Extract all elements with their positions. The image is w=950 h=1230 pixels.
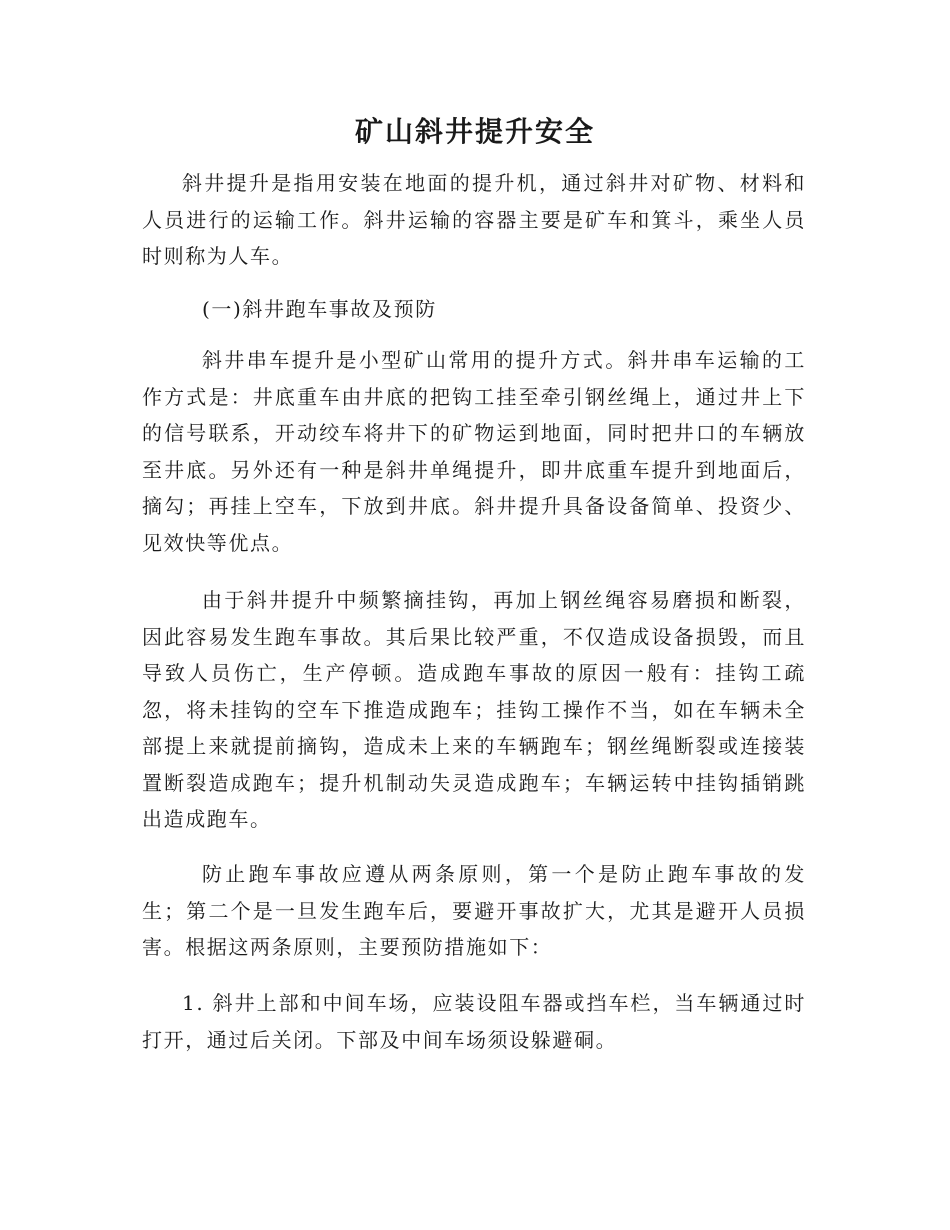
paragraph-prevention-principles: 防止跑车事故应遵从两条原则，第一个是防止跑车事故的发生；第二个是一旦发生跑车后，要避开事故扩大，尤其是避开人员损害。根据这两条原则，主要预防措施如下： xyxy=(142,862,806,959)
section-heading: (一)斜井跑车事故及预防 xyxy=(202,297,437,321)
paragraph-measure-1: 1. 斜井上部和中间车场，应装设阻车器或挡车栏，当车辆通过时打开，通过后关闭。下部及中间车场须设躲避硐。 xyxy=(142,991,806,1052)
document-title: 矿山斜井提升安全 xyxy=(354,115,595,148)
paragraph-intro: 斜井提升是指用安装在地面的提升机，通过斜井对矿物、材料和人员进行的运输工作。斜井运输的容器主要是矿车和箕斗，乘坐人员时则称为人车。 xyxy=(142,171,806,268)
paragraph-hoisting-method: 斜井串车提升是小型矿山常用的提升方式。斜井串车运输的工作方式是：井底重车由井底的把钩工挂至牵引钢丝绳上，通过井上下的信号联系，开动绞车将井下的矿物运到地面，同时把井口的车辆放至井底。另外还有一种是斜井单绳提升，即井底重车提升到地面后，摘勾；再挂上空车，下放到井底。斜井提升具备设备简单、投资少、见效快等优点。 xyxy=(142,348,806,555)
paragraph-accident-causes: 由于斜井提升中频繁摘挂钩，再加上钢丝绳容易磨损和断裂，因此容易发生跑车事故。其后果比较严重，不仅造成设备损毁，而且导致人员伤亡，生产停顿。造成跑车事故的原因一般有：挂钩工疏忽，将未挂钩的空车下推造成跑车；挂钩工操作不当，如在车辆未全部提上来就提前摘钩，造成未上来的车辆跑车；钢丝绳断裂或连接装置断裂造成跑车；提升机制动失灵造成跑车；车辆运转中挂钩插销跳出造成跑车。 xyxy=(142,588,806,831)
